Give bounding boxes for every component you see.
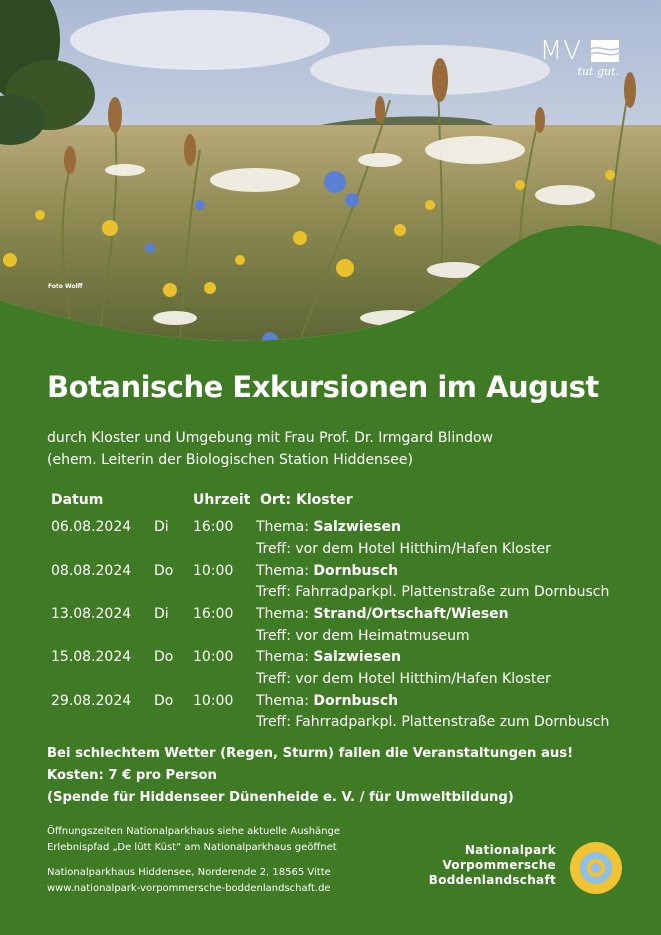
nationalpark-name <box>420 843 556 888</box>
event-theme-label: Thema: <box>256 519 314 535</box>
nationalpark-logo-icon <box>569 841 623 895</box>
cost-notice: Kosten: 7 € pro Person <box>47 768 217 783</box>
header-datum: Datum <box>51 492 104 508</box>
event-theme <box>256 519 401 535</box>
event-date: 13.08.2024 <box>51 606 132 622</box>
event-date: 06.08.2024 <box>51 519 132 535</box>
event-treff: Treff: Fahrradparkpl. Plattenstraße zum Dornbusch <box>256 584 610 600</box>
event-date: 08.08.2024 <box>51 563 132 579</box>
brand-slogan: tut gut. <box>577 65 619 78</box>
mv-brand-logo <box>540 38 619 78</box>
weather-notice: Bei schlechtem Wetter (Regen, Sturm) fallen die Veranstaltungen aus! <box>47 746 574 761</box>
event-theme-label: Thema: <box>256 606 314 622</box>
event-treff: Treff: vor dem Heimatmuseum <box>256 628 470 644</box>
event-treff: Treff: vor dem Hotel Hitthim/Hafen Kloster <box>256 671 551 687</box>
event-day: Do <box>154 563 174 579</box>
trail-info: Erlebnispfad „De lütt Küst“ am Nationalparkhaus geöffnet <box>47 842 337 853</box>
event-theme-label: Thema: <box>256 693 314 709</box>
event-treff: Treff: Fahrradparkpl. Plattenstraße zum Dornbusch <box>256 714 610 730</box>
address-info: Nationalparkhaus Hiddensee, Norderende 2, 18565 Vitte <box>47 867 331 878</box>
event-time: 10:00 <box>193 693 234 709</box>
event-theme-value: Dornbusch <box>313 563 399 579</box>
event-theme-value: Dornbusch <box>313 693 399 709</box>
event-day: Di <box>154 606 169 622</box>
event-theme-value: Salzwiesen <box>313 519 401 535</box>
event-day: Di <box>154 519 169 535</box>
np-name-line-1: Nationalpark <box>464 843 556 857</box>
event-theme <box>256 563 398 579</box>
subtitle-line-2: (ehem. Leiterin der Biologischen Station Hiddensee) <box>47 452 413 468</box>
event-theme-label: Thema: <box>256 649 314 665</box>
subtitle-line-1: durch Kloster und Umgebung mit Frau Prof. Dr. Irmgard Blindow <box>47 430 493 446</box>
opening-hours-info: Öffnungszeiten Nationalparkhaus siehe aktuelle Aushänge <box>47 826 341 837</box>
header-ort: Ort: Kloster <box>260 492 353 508</box>
event-treff: Treff: vor dem Hotel Hitthim/Hafen Kloster <box>256 541 551 557</box>
header-uhrzeit: Uhrzeit <box>193 492 251 508</box>
event-time: 10:00 <box>193 649 234 665</box>
event-theme <box>256 693 398 709</box>
website-link[interactable]: www.nationalpark-vorpommersche-boddenlandschaft.de <box>47 883 331 894</box>
np-name-line-3: Boddenlandschaft <box>428 873 556 887</box>
mv-flag-icon <box>591 40 619 62</box>
np-name-line-2: Vorpommersche <box>442 858 556 872</box>
event-time: 10:00 <box>193 563 234 579</box>
event-theme-label: Thema: <box>256 563 314 579</box>
event-time: 16:00 <box>193 519 234 535</box>
donation-notice: (Spende für Hiddenseer Dünenheide e. V. / für Umweltbildung) <box>47 790 514 805</box>
mv-logo-text: MV <box>539 36 582 66</box>
event-theme-value: Salzwiesen <box>313 649 401 665</box>
event-theme <box>256 649 401 665</box>
poster-title: Botanische Exkursionen im August <box>47 370 599 404</box>
event-date: 29.08.2024 <box>51 693 132 709</box>
event-time: 16:00 <box>193 606 234 622</box>
event-theme-value: Strand/Ortschaft/Wiesen <box>313 606 509 622</box>
event-day: Do <box>154 649 174 665</box>
photo-credit: Foto Wolff <box>48 283 83 290</box>
event-theme <box>256 606 509 622</box>
event-date: 15.08.2024 <box>51 649 132 665</box>
event-day: Do <box>154 693 174 709</box>
